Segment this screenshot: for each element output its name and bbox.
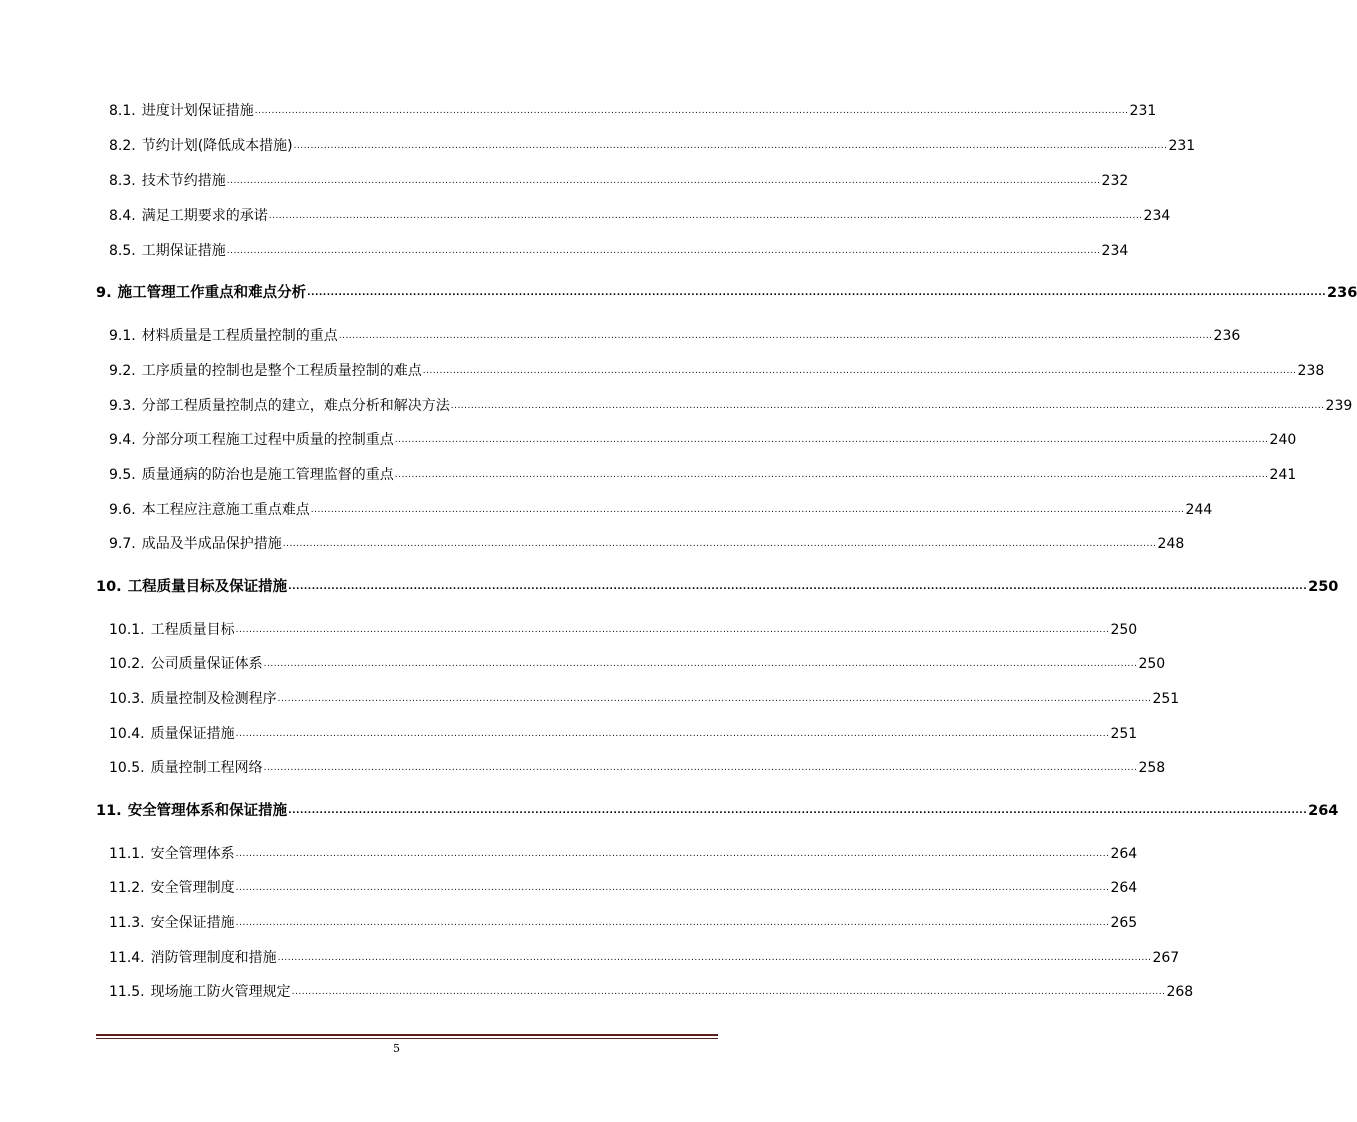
toc-page-number: 234 (1143, 208, 1171, 224)
toc-leader-dots: .................................................................................................................................................................................................................................................................... (235, 849, 1110, 859)
toc-entry-number: 11.3. (109, 915, 145, 931)
toc-leader-dots: .................................................................................................................................................................................................................................................................... (254, 106, 1129, 116)
toc-entry-number: 8.3. (109, 173, 136, 189)
toc-entry-title (109, 654, 263, 674)
toc-entry-number: 8.4. (109, 208, 136, 224)
toc-leader-dots: .................................................................................................................................................................................................................................................................... (394, 435, 1269, 445)
toc-page-number: 240 (1269, 432, 1297, 448)
toc-chapter-entry[interactable] (96, 799, 1339, 821)
footer-rule (96, 1034, 718, 1036)
toc-entry[interactable] (96, 394, 1353, 416)
toc-entry-label: 安全管理制度 (150, 880, 235, 896)
toc-entry-number: 8.1. (109, 103, 136, 119)
toc-page-number: 250 (1308, 579, 1339, 595)
toc-leader-dots: .................................................................................................................................................................................................................................................................... (394, 470, 1269, 480)
toc-entry-number: 9.3. (109, 398, 136, 414)
toc-page-number: 244 (1185, 502, 1213, 518)
toc-entry-label: 分部工程质量控制点的建立，难点分析和解决方法 (141, 398, 450, 414)
toc-leader-dots: .................................................................................................................................................................................................................................................................... (291, 987, 1166, 997)
toc-page-number: 238 (1297, 363, 1325, 379)
toc-entry-number: 9.5. (109, 467, 136, 483)
toc-entry-title (109, 101, 254, 121)
toc-leader-dots: .................................................................................................................................................................................................................................................................... (268, 211, 1143, 221)
toc-entry-label: 进度计划保证措施 (141, 103, 254, 119)
toc-leader-dots: .................................................................................................................................................................................................................................................................... (288, 582, 1308, 592)
toc-page-number: 264 (1308, 803, 1339, 819)
toc-leader-dots: .................................................................................................................................................................................................................................................................... (293, 141, 1168, 151)
toc-entry[interactable] (96, 946, 1180, 968)
toc-entry-label: 现场施工防火管理规定 (150, 984, 291, 1000)
toc-entry-number: 8.2. (109, 138, 136, 154)
toc-entry-label: 满足工期要求的承诺 (141, 208, 268, 224)
toc-leader-dots: .................................................................................................................................................................................................................................................................... (263, 763, 1138, 773)
toc-entry-label: 技术节约措施 (141, 173, 226, 189)
toc-entry[interactable] (96, 722, 1138, 744)
toc-entry-number: 10.4. (109, 726, 145, 742)
toc-entry[interactable] (96, 687, 1180, 709)
toc-entry-label: 本工程应注意施工重点难点 (141, 502, 310, 518)
toc-leader-dots: .................................................................................................................................................................................................................................................................... (263, 659, 1138, 669)
toc-page-number: 241 (1269, 467, 1297, 483)
toc-entry-title (109, 844, 235, 864)
toc-entry[interactable] (96, 428, 1297, 450)
toc-entry-number: 9.4. (109, 432, 136, 448)
toc-entry-label: 质量通病的防治也是施工管理监督的重点 (141, 467, 394, 483)
toc-leader-dots: .................................................................................................................................................................................................................................................................... (277, 694, 1152, 704)
toc-page-number: 250 (1110, 622, 1138, 638)
toc-page-number: 248 (1157, 536, 1185, 552)
toc-entry-number: 9.2. (109, 363, 136, 379)
toc-leader-dots: .................................................................................................................................................................................................................................................................... (288, 806, 1308, 816)
toc-entry-label: 工序质量的控制也是整个工程质量控制的难点 (141, 363, 422, 379)
toc-entry-title (109, 913, 235, 933)
toc-page-number: 267 (1152, 950, 1180, 966)
toc-entry[interactable] (96, 618, 1138, 640)
toc-entry-title (109, 982, 291, 1002)
toc-entry-title (109, 465, 394, 485)
toc-entry-number: 11.5. (109, 984, 145, 1000)
toc-page-number: 239 (1325, 398, 1353, 414)
toc-entry[interactable] (96, 99, 1157, 121)
toc-page-number: 236 (1213, 328, 1241, 344)
toc-entry-label: 安全保证措施 (150, 915, 235, 931)
toc-chapter-entry[interactable] (96, 575, 1339, 597)
toc-entry[interactable] (96, 842, 1138, 864)
toc-leader-dots: .................................................................................................................................................................................................................................................................... (235, 729, 1110, 739)
toc-entry-number: 10.3. (109, 691, 145, 707)
toc-page-number: 236 (1327, 285, 1357, 301)
toc-leader-dots: .................................................................................................................................................................................................................................................................... (307, 288, 1327, 298)
toc-entry[interactable] (96, 652, 1166, 674)
toc-leader-dots: .................................................................................................................................................................................................................................................................... (310, 505, 1185, 515)
toc-leader-dots: .................................................................................................................................................................................................................................................................... (226, 176, 1101, 186)
toc-entry[interactable] (96, 876, 1138, 898)
toc-page-number: 265 (1110, 915, 1138, 931)
toc-entry-title (109, 878, 235, 898)
toc-entry[interactable] (96, 359, 1325, 381)
toc-entry-title (109, 620, 235, 640)
toc-entry-number: 11.4. (109, 950, 145, 966)
toc-entry-title (109, 758, 263, 778)
toc-page-number: 258 (1138, 760, 1166, 776)
toc-entry-title (109, 430, 394, 450)
footer-rule-thin (96, 1038, 718, 1039)
toc-page-number: 231 (1168, 138, 1196, 154)
toc-entry-number: 10. (96, 579, 122, 595)
page-number: 5 (393, 1042, 400, 1055)
toc-page-number: 264 (1110, 846, 1138, 862)
toc-entry-number: 11.1. (109, 846, 145, 862)
toc-entry-title (109, 500, 310, 520)
toc-entry-label: 施工管理工作重点和难点分析 (117, 285, 307, 301)
toc-entry-title (109, 724, 235, 744)
toc-entry-number: 11.2. (109, 880, 145, 896)
toc-entry-number: 11. (96, 803, 122, 819)
toc-entry-label: 材料质量是工程质量控制的重点 (141, 328, 338, 344)
toc-entry-title (96, 801, 287, 821)
toc-entry-title (109, 241, 226, 261)
toc-entry[interactable] (96, 134, 1196, 156)
toc-entry-title (109, 534, 282, 554)
toc-entry[interactable] (96, 756, 1166, 778)
toc-page-number: 251 (1152, 691, 1180, 707)
toc-entry-title (109, 361, 422, 381)
toc-leader-dots: .................................................................................................................................................................................................................................................................... (450, 401, 1325, 411)
toc-entry-number: 9.1. (109, 328, 136, 344)
toc-entry-number: 10.1. (109, 622, 145, 638)
toc-entry-label: 分部分项工程施工过程中质量的控制重点 (141, 432, 394, 448)
toc-page-number: 232 (1101, 173, 1129, 189)
toc-entry[interactable] (96, 911, 1138, 933)
toc-entry-title (109, 326, 338, 346)
toc-entry-label: 工程质量目标及保证措施 (127, 579, 288, 595)
toc-entry-number: 10.5. (109, 760, 145, 776)
toc-entry-title (109, 206, 268, 226)
toc-entry-label: 公司质量保证体系 (150, 656, 263, 672)
toc-entry-title (109, 689, 277, 709)
toc-entry-title (96, 283, 306, 303)
toc-entry-label: 质量保证措施 (150, 726, 235, 742)
toc-entry-label: 成品及半成品保护措施 (141, 536, 282, 552)
toc-leader-dots: .................................................................................................................................................................................................................................................................... (226, 246, 1101, 256)
toc-page-number: 268 (1166, 984, 1194, 1000)
toc-entry-label: 质量控制工程网络 (150, 760, 263, 776)
toc-entry-label: 节约计划(降低成本措施) (141, 138, 293, 154)
toc-entry[interactable] (96, 239, 1129, 261)
toc-entry-title (109, 396, 450, 416)
toc-page-number: 264 (1110, 880, 1138, 896)
toc-entry[interactable] (96, 204, 1171, 226)
toc-entry-label: 质量控制及检测程序 (150, 691, 277, 707)
toc-entry[interactable] (96, 532, 1185, 554)
toc-entry[interactable] (96, 498, 1213, 520)
toc-entry-number: 9. (96, 285, 112, 301)
toc-page-number: 251 (1110, 726, 1138, 742)
toc-entry[interactable] (96, 980, 1194, 1002)
toc-entry[interactable] (96, 324, 1241, 346)
toc-entry-number: 9.6. (109, 502, 136, 518)
toc-entry-title (109, 948, 277, 968)
toc-entry-label: 消防管理制度和措施 (150, 950, 277, 966)
toc-leader-dots: .................................................................................................................................................................................................................................................................... (277, 953, 1152, 963)
toc-entry-label: 安全管理体系和保证措施 (127, 803, 288, 819)
toc-entry[interactable] (96, 169, 1129, 191)
toc-page-number: 250 (1138, 656, 1166, 672)
toc-entry-title (109, 136, 293, 156)
toc-entry-label: 工程质量目标 (150, 622, 235, 638)
toc-entry-number: 8.5. (109, 243, 136, 259)
toc-leader-dots: .................................................................................................................................................................................................................................................................... (282, 539, 1157, 549)
toc-chapter-entry[interactable] (96, 281, 1357, 303)
toc-entry-title (109, 171, 226, 191)
toc-leader-dots: .................................................................................................................................................................................................................................................................... (235, 918, 1110, 928)
toc-entry-number: 10.2. (109, 656, 145, 672)
toc-leader-dots: .................................................................................................................................................................................................................................................................... (338, 331, 1213, 341)
toc-page-number: 231 (1129, 103, 1157, 119)
toc-leader-dots: .................................................................................................................................................................................................................................................................... (235, 883, 1110, 893)
toc-entry[interactable] (96, 463, 1297, 485)
toc-page-number: 234 (1101, 243, 1129, 259)
toc-entry-number: 9.7. (109, 536, 136, 552)
toc-entry-title (96, 577, 287, 597)
toc-entry-label: 工期保证措施 (141, 243, 226, 259)
toc-leader-dots: .................................................................................................................................................................................................................................................................... (422, 366, 1297, 376)
toc-leader-dots: .................................................................................................................................................................................................................................................................... (235, 625, 1110, 635)
toc-entry-label: 安全管理体系 (150, 846, 235, 862)
